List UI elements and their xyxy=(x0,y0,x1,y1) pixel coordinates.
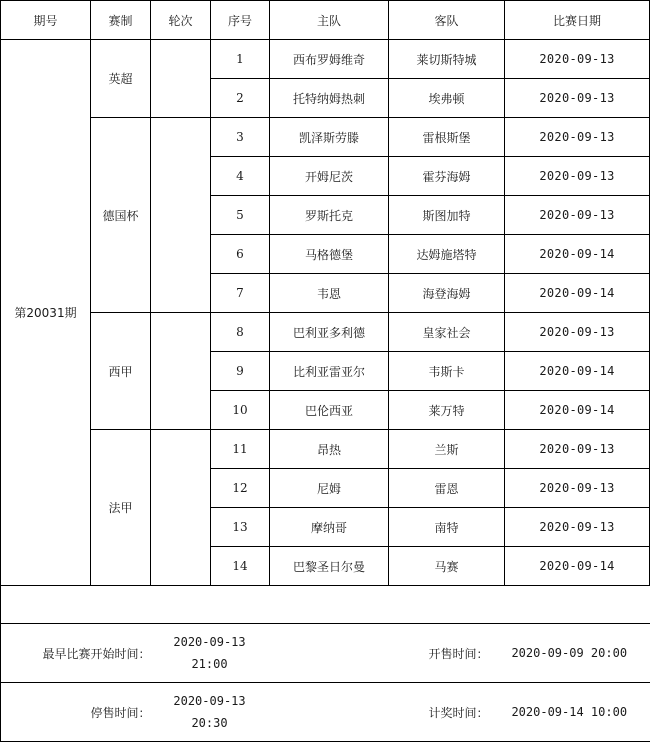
header-row xyxy=(1,1,650,40)
header-issue: 期号 xyxy=(1,1,91,40)
date-cell: 2020-09-13 xyxy=(505,469,650,508)
date-cell: 2020-09-13 xyxy=(505,313,650,352)
earliest-start-date: 2020-09-13 xyxy=(173,635,246,649)
seq-cell: 11 xyxy=(211,430,270,469)
competition-cell: 英超 xyxy=(91,40,151,118)
away-team-cell: 雷根斯堡 xyxy=(389,118,505,157)
date-cell: 2020-09-13 xyxy=(505,79,650,118)
away-team-cell: 莱万特 xyxy=(389,391,505,430)
competition-cell: 法甲 xyxy=(91,430,151,586)
date-cell: 2020-09-13 xyxy=(505,157,650,196)
away-team-cell: 达姆施塔特 xyxy=(389,235,505,274)
seq-cell: 12 xyxy=(211,469,270,508)
away-team-cell: 马赛 xyxy=(389,547,505,586)
away-team-cell: 斯图加特 xyxy=(389,196,505,235)
table-row xyxy=(1,118,650,157)
earliest-start-label: 最早比赛开始时间： xyxy=(1,624,151,683)
seq-cell: 10 xyxy=(211,391,270,430)
seq-cell: 14 xyxy=(211,547,270,586)
seq-cell: 7 xyxy=(211,274,270,313)
sale-stop-value xyxy=(151,683,269,742)
seq-cell: 3 xyxy=(211,118,270,157)
header-home: 主队 xyxy=(270,1,389,40)
seq-cell: 6 xyxy=(211,235,270,274)
earliest-start-value xyxy=(151,624,269,683)
seq-cell: 4 xyxy=(211,157,270,196)
date-cell: 2020-09-13 xyxy=(505,430,650,469)
home-team-cell: 托特纳姆热刺 xyxy=(270,79,389,118)
round-cell xyxy=(151,313,211,430)
seq-cell: 8 xyxy=(211,313,270,352)
home-team-cell: 罗斯托克 xyxy=(270,196,389,235)
date-cell: 2020-09-13 xyxy=(505,508,650,547)
seq-cell: 9 xyxy=(211,352,270,391)
seq-cell: 1 xyxy=(211,40,270,79)
header-seq: 序号 xyxy=(211,1,270,40)
away-team-cell: 雷恩 xyxy=(389,469,505,508)
table-row xyxy=(1,313,650,352)
home-team-cell: 韦恩 xyxy=(270,274,389,313)
table-row xyxy=(1,40,650,79)
date-cell: 2020-09-13 xyxy=(505,40,650,79)
away-team-cell: 霍芬海姆 xyxy=(389,157,505,196)
seq-cell: 5 xyxy=(211,196,270,235)
date-cell: 2020-09-14 xyxy=(505,235,650,274)
round-cell xyxy=(151,118,211,313)
round-cell xyxy=(151,430,211,586)
earliest-start-time: 21:00 xyxy=(191,657,228,671)
away-team-cell: 兰斯 xyxy=(389,430,505,469)
home-team-cell: 巴伦西亚 xyxy=(270,391,389,430)
prize-label: 计奖时间： xyxy=(269,683,489,742)
earliest-start-row xyxy=(1,624,650,683)
sale-stop-date: 2020-09-13 xyxy=(173,694,246,708)
away-team-cell: 南特 xyxy=(389,508,505,547)
header-away: 客队 xyxy=(389,1,505,40)
home-team-cell: 西布罗姆维奇 xyxy=(270,40,389,79)
home-team-cell: 昂热 xyxy=(270,430,389,469)
away-team-cell: 韦斯卡 xyxy=(389,352,505,391)
header-round: 轮次 xyxy=(151,1,211,40)
prize-value: 2020-09-14 10:00 xyxy=(489,683,650,742)
sale-stop-label: 停售时间： xyxy=(1,683,151,742)
home-team-cell: 开姆尼茨 xyxy=(270,157,389,196)
home-team-cell: 尼姆 xyxy=(270,469,389,508)
empty-row xyxy=(1,583,650,624)
header-competition: 赛制 xyxy=(91,1,151,40)
date-cell: 2020-09-14 xyxy=(505,391,650,430)
header-date: 比赛日期 xyxy=(505,1,650,40)
sale-start-label: 开售时间： xyxy=(269,624,489,683)
date-cell: 2020-09-13 xyxy=(505,118,650,157)
issue-cell: 第20031期 xyxy=(1,40,91,586)
table-row xyxy=(1,430,650,469)
home-team-cell: 比利亚雷亚尔 xyxy=(270,352,389,391)
round-cell xyxy=(151,40,211,118)
seq-cell: 2 xyxy=(211,79,270,118)
home-team-cell: 巴黎圣日尔曼 xyxy=(270,547,389,586)
away-team-cell: 皇家社会 xyxy=(389,313,505,352)
away-team-cell: 莱切斯特城 xyxy=(389,40,505,79)
footer-table xyxy=(0,583,650,742)
date-cell: 2020-09-13 xyxy=(505,196,650,235)
competition-cell: 德国杯 xyxy=(91,118,151,313)
competition-cell: 西甲 xyxy=(91,313,151,430)
match-table-body xyxy=(1,40,650,586)
date-cell: 2020-09-14 xyxy=(505,274,650,313)
away-team-cell: 海登海姆 xyxy=(389,274,505,313)
seq-cell: 13 xyxy=(211,508,270,547)
home-team-cell: 巴利亚多利德 xyxy=(270,313,389,352)
sale-stop-row xyxy=(1,683,650,742)
home-team-cell: 马格德堡 xyxy=(270,235,389,274)
away-team-cell: 埃弗顿 xyxy=(389,79,505,118)
date-cell: 2020-09-14 xyxy=(505,352,650,391)
sale-stop-time: 20:30 xyxy=(191,716,228,730)
sale-start-value: 2020-09-09 20:00 xyxy=(489,624,650,683)
home-team-cell: 摩纳哥 xyxy=(270,508,389,547)
date-cell: 2020-09-14 xyxy=(505,547,650,586)
home-team-cell: 凯泽斯劳滕 xyxy=(270,118,389,157)
